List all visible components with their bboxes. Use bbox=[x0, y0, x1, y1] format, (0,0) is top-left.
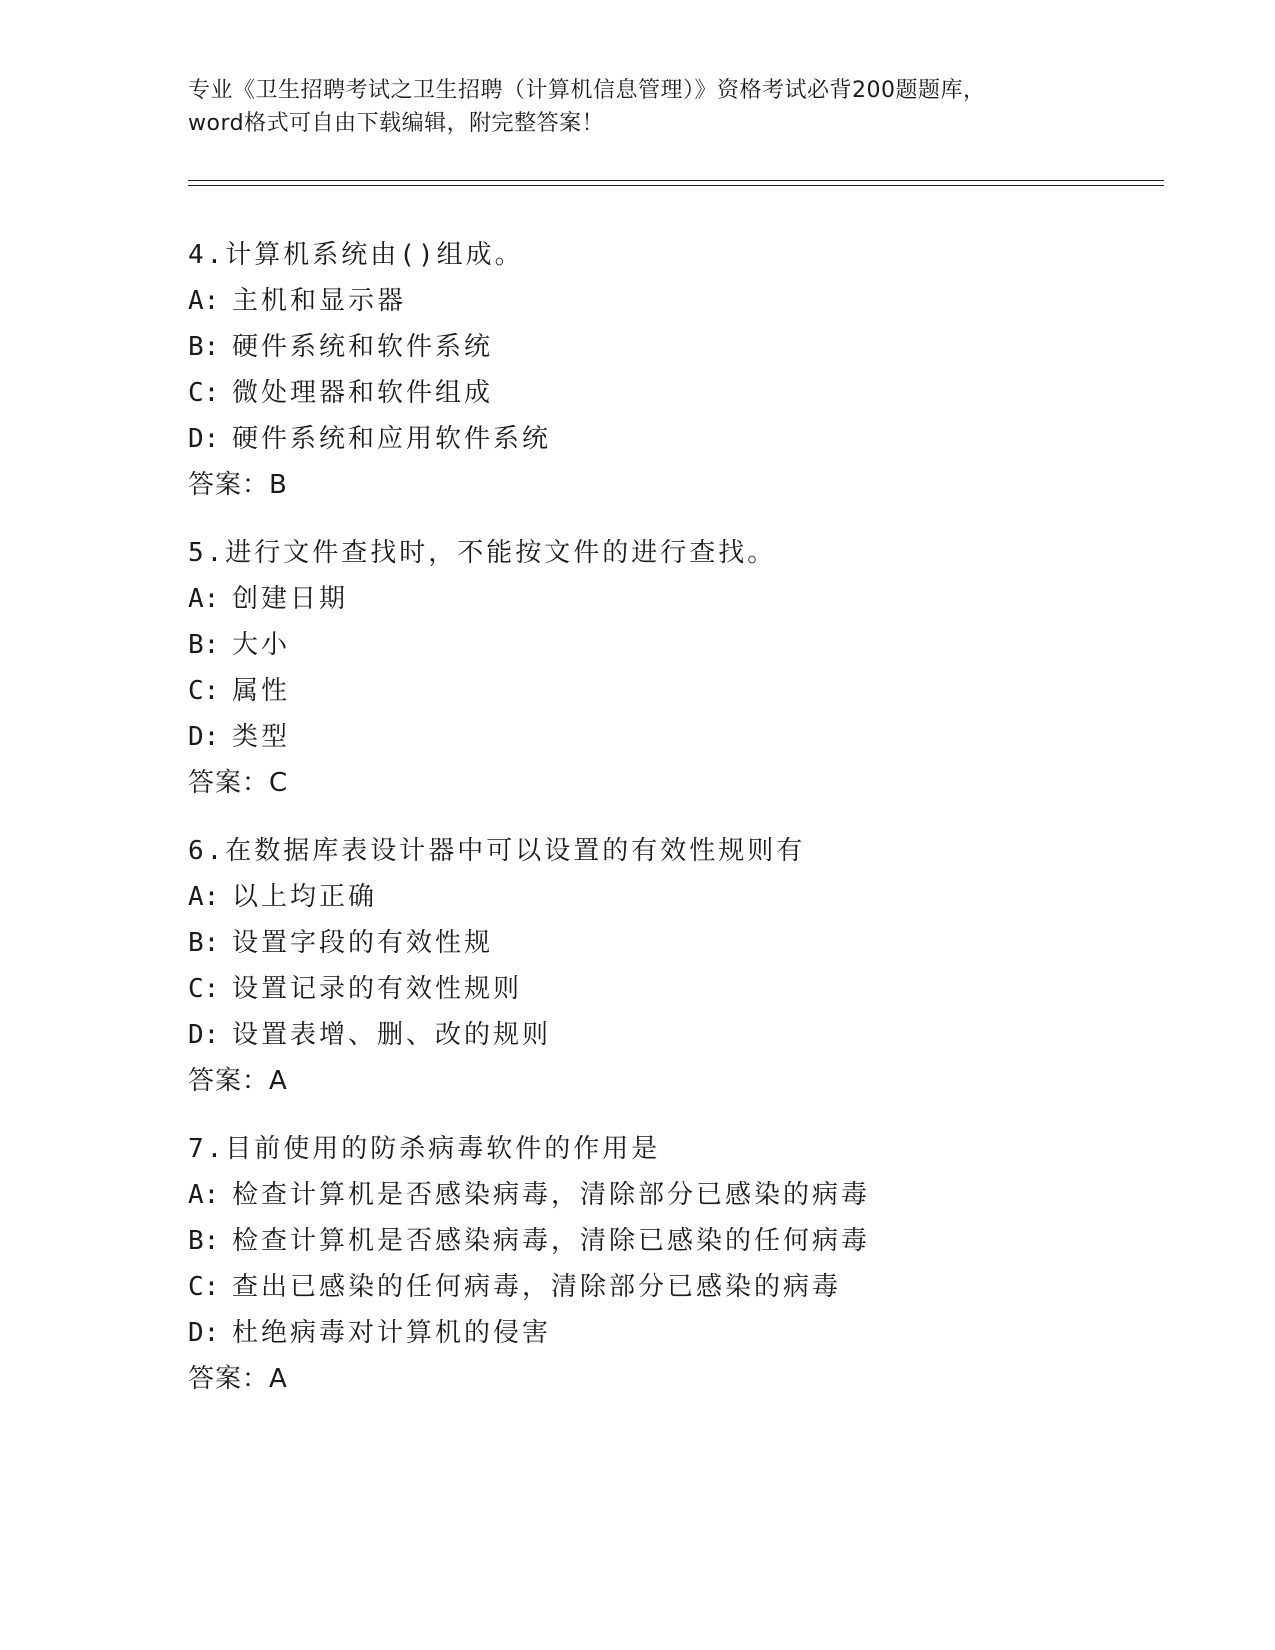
question-stem: 5.进行文件查找时，不能按文件的进行查找。 bbox=[188, 538, 777, 568]
answer-line: 答案：A bbox=[188, 1066, 288, 1096]
option-row bbox=[188, 1218, 1168, 1264]
option-text: 类型 bbox=[232, 722, 291, 752]
option-row bbox=[188, 1172, 1168, 1218]
option-key: D: bbox=[188, 424, 220, 454]
question-item bbox=[188, 530, 1168, 806]
question-list bbox=[188, 232, 1168, 1424]
option-text: 检查计算机是否感染病毒，清除已感染的任何病毒 bbox=[232, 1226, 871, 1256]
document-header bbox=[188, 74, 1088, 140]
question-item bbox=[188, 1126, 1168, 1402]
option-key: B: bbox=[188, 1226, 220, 1256]
option-key: B: bbox=[188, 928, 220, 958]
option-key: A: bbox=[188, 882, 220, 912]
option-row bbox=[188, 1264, 1168, 1310]
option-key: C: bbox=[188, 378, 220, 408]
option-key: B: bbox=[188, 332, 220, 362]
option-key: C: bbox=[188, 974, 220, 1004]
option-text: 设置字段的有效性规 bbox=[232, 928, 494, 958]
option-key: D: bbox=[188, 722, 220, 752]
option-text: 以上均正确 bbox=[232, 882, 378, 912]
option-row bbox=[188, 874, 1168, 920]
option-row bbox=[188, 324, 1168, 370]
option-row bbox=[188, 278, 1168, 324]
option-key: D: bbox=[188, 1318, 220, 1348]
option-text: 查出已感染的任何病毒，清除部分已感染的病毒 bbox=[232, 1272, 842, 1302]
option-text: 检查计算机是否感染病毒，清除部分已感染的病毒 bbox=[232, 1180, 871, 1210]
option-key: A: bbox=[188, 286, 220, 316]
header-title-line-2: word格式可自由下载编辑，附完整答案！ bbox=[188, 111, 605, 136]
option-row bbox=[188, 966, 1168, 1012]
header-divider-bottom bbox=[188, 185, 1164, 186]
option-text: 微处理器和软件组成 bbox=[232, 378, 494, 408]
option-row bbox=[188, 1012, 1168, 1058]
answer-line: 答案：A bbox=[188, 1364, 288, 1394]
option-text: 主机和显示器 bbox=[232, 286, 407, 316]
answer-line: 答案：B bbox=[188, 470, 288, 500]
header-title-line-1: 专业《卫生招聘考试之卫生招聘（计算机信息管理）》资格考试必背200题题库， bbox=[188, 78, 986, 103]
option-text: 硬件系统和软件系统 bbox=[232, 332, 494, 362]
option-key: B: bbox=[188, 630, 220, 660]
option-row bbox=[188, 920, 1168, 966]
option-row bbox=[188, 576, 1168, 622]
option-text: 设置记录的有效性规则 bbox=[232, 974, 523, 1004]
option-row bbox=[188, 714, 1168, 760]
option-key: A: bbox=[188, 584, 220, 614]
option-text: 大小 bbox=[232, 630, 291, 660]
option-text: 创建日期 bbox=[232, 584, 349, 614]
question-stem: 6.在数据库表设计器中可以设置的有效性规则有 bbox=[188, 836, 806, 866]
header-divider-top bbox=[188, 180, 1164, 181]
option-key: A: bbox=[188, 1180, 220, 1210]
option-key: C: bbox=[188, 676, 220, 706]
option-row bbox=[188, 1310, 1168, 1356]
option-text: 属性 bbox=[232, 676, 291, 706]
option-row bbox=[188, 370, 1168, 416]
option-key: C: bbox=[188, 1272, 220, 1302]
question-stem: 4.计算机系统由()组成。 bbox=[188, 240, 524, 270]
option-row bbox=[188, 416, 1168, 462]
option-key: D: bbox=[188, 1020, 220, 1050]
option-row bbox=[188, 622, 1168, 668]
option-text: 设置表增、删、改的规则 bbox=[232, 1020, 552, 1050]
option-text: 杜绝病毒对计算机的侵害 bbox=[232, 1318, 552, 1348]
option-row bbox=[188, 668, 1168, 714]
answer-line: 答案：C bbox=[188, 768, 289, 798]
question-item bbox=[188, 232, 1168, 508]
question-stem: 7.目前使用的防杀病毒软件的作用是 bbox=[188, 1134, 661, 1164]
question-item bbox=[188, 828, 1168, 1104]
option-text: 硬件系统和应用软件系统 bbox=[232, 424, 552, 454]
